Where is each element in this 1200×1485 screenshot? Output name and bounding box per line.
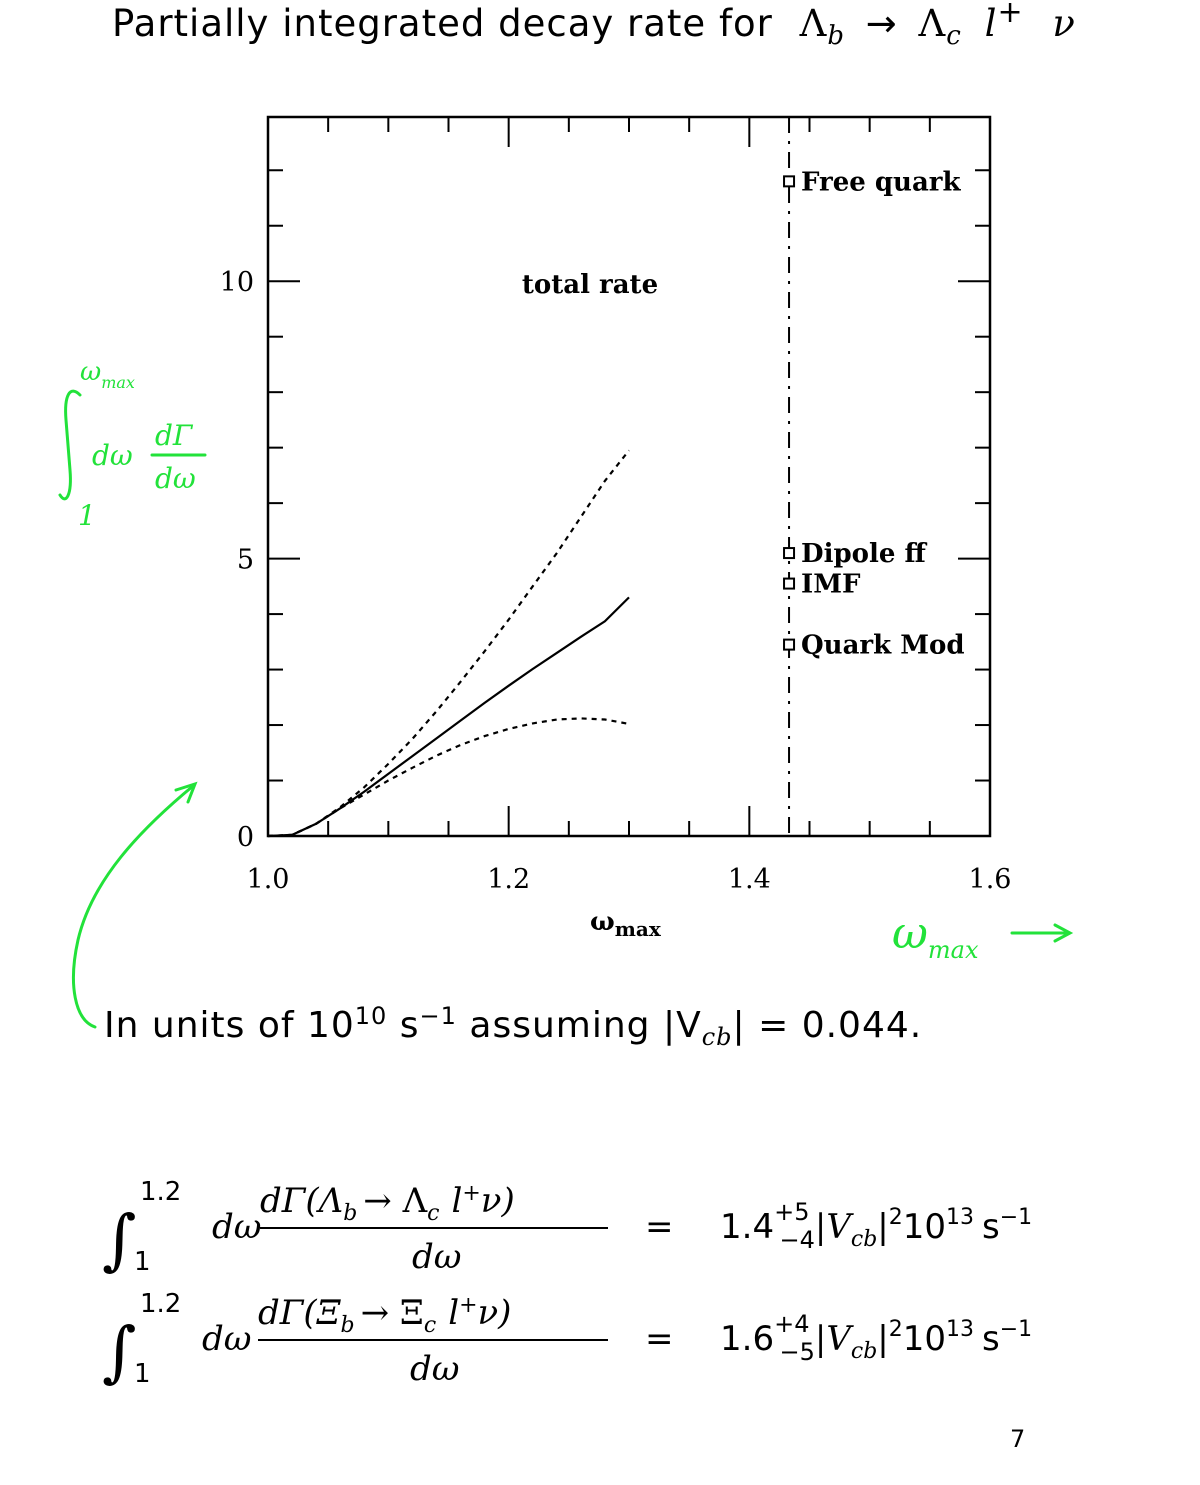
equation-xi — [100, 1282, 1150, 1392]
svg-text:dω: dω — [202, 1319, 252, 1359]
series-line-0 — [268, 597, 629, 836]
svg-text:dω: dω — [410, 1349, 460, 1389]
svg-text:∫: ∫ — [102, 1313, 137, 1390]
svg-text:1.4+5−4|Vcb|21013s−1: $1.4^{+5} -4|V_{cb}|^210^{13}$ $s^{-1}$ — [720, 1198, 1033, 1254]
hw-lower-limit: 1 — [78, 499, 96, 532]
point-marker — [784, 176, 794, 186]
svg-text:dω: dω — [412, 1237, 462, 1277]
svg-text:1.6+4−5|Vcb|21013s−1: $1.6^{+4} -5|V_{cb}|^210^{13}$ $s^{-1}$ — [720, 1310, 1033, 1366]
point-label: Dipole ff — [801, 539, 926, 570]
x-tick-label: 1.4 — [727, 864, 771, 895]
hw-upper-limit: $\omega_{max}$ — [80, 357, 135, 392]
y-tick-label: 5 — [236, 544, 254, 576]
x-tick-label: 1.2 — [487, 864, 531, 895]
series-line-1 — [268, 450, 629, 836]
svg-text:=: = — [645, 1319, 674, 1359]
equation-lambda — [100, 1170, 1150, 1280]
svg-text:dΓ(Λb→ Λcl+ν): $d\Gamma(\Lambda_b \to \Lambda_c$ l+ν) — [260, 1181, 515, 1226]
plot-frame — [268, 117, 990, 836]
svg-text:dΓ(Ξb→ Ξcl+ν): $d\Gamma(\Xi_b \to \Xi_c$ l+ν) — [258, 1293, 512, 1338]
svg-text:1: 1 — [134, 1359, 151, 1389]
title-text: Partially integrated decay rate for — [112, 2, 773, 45]
title-plus: + — [997, 0, 1024, 30]
hw-dw: dω — [92, 439, 133, 472]
point-marker — [784, 640, 794, 650]
svg-text:∫: ∫ — [102, 1201, 137, 1278]
svg-text:1: 1 — [134, 1247, 151, 1277]
y-tick-label: 10 — [219, 267, 254, 299]
point-marker — [784, 579, 794, 589]
x-axis-label: $\omega_{max}$ — [590, 907, 661, 941]
title-lambda-b: Λ — [799, 2, 828, 45]
svg-text:1.2: 1.2 — [140, 1177, 182, 1207]
title-c-sub: c — [946, 21, 962, 51]
point-label: Quark Mod — [801, 630, 965, 661]
hw-x-label: $\omega_{max}$ — [892, 908, 979, 964]
point-label: Free quark — [801, 167, 961, 198]
series-line-2 — [268, 718, 629, 836]
svg-text:dω: dω — [212, 1207, 262, 1247]
chart-title: total rate — [521, 270, 659, 300]
point-label: IMF — [801, 569, 861, 600]
title-lepton: l — [984, 2, 998, 45]
x-tick-label: 1.0 — [246, 864, 290, 895]
title-b-sub: b — [827, 21, 845, 51]
hw-denominator: dω — [155, 462, 196, 495]
svg-text:=: = — [645, 1207, 674, 1247]
title-lambda-c: Λ — [918, 2, 947, 45]
x-tick-label: 1.6 — [968, 864, 1012, 895]
hw-numerator: dΓ — [155, 419, 193, 452]
y-tick-label: 0 — [236, 822, 254, 853]
point-marker — [784, 548, 794, 558]
title-arrow: → — [865, 2, 898, 45]
page-number: 7 — [1010, 1425, 1026, 1453]
svg-text:1.2: 1.2 — [140, 1289, 182, 1319]
units-note: In units of $10^{10}$ $s^{-1}$ assuming $|V_{cb}| = 0.044$. — [104, 1002, 923, 1052]
title-nu: ν — [1052, 2, 1076, 45]
